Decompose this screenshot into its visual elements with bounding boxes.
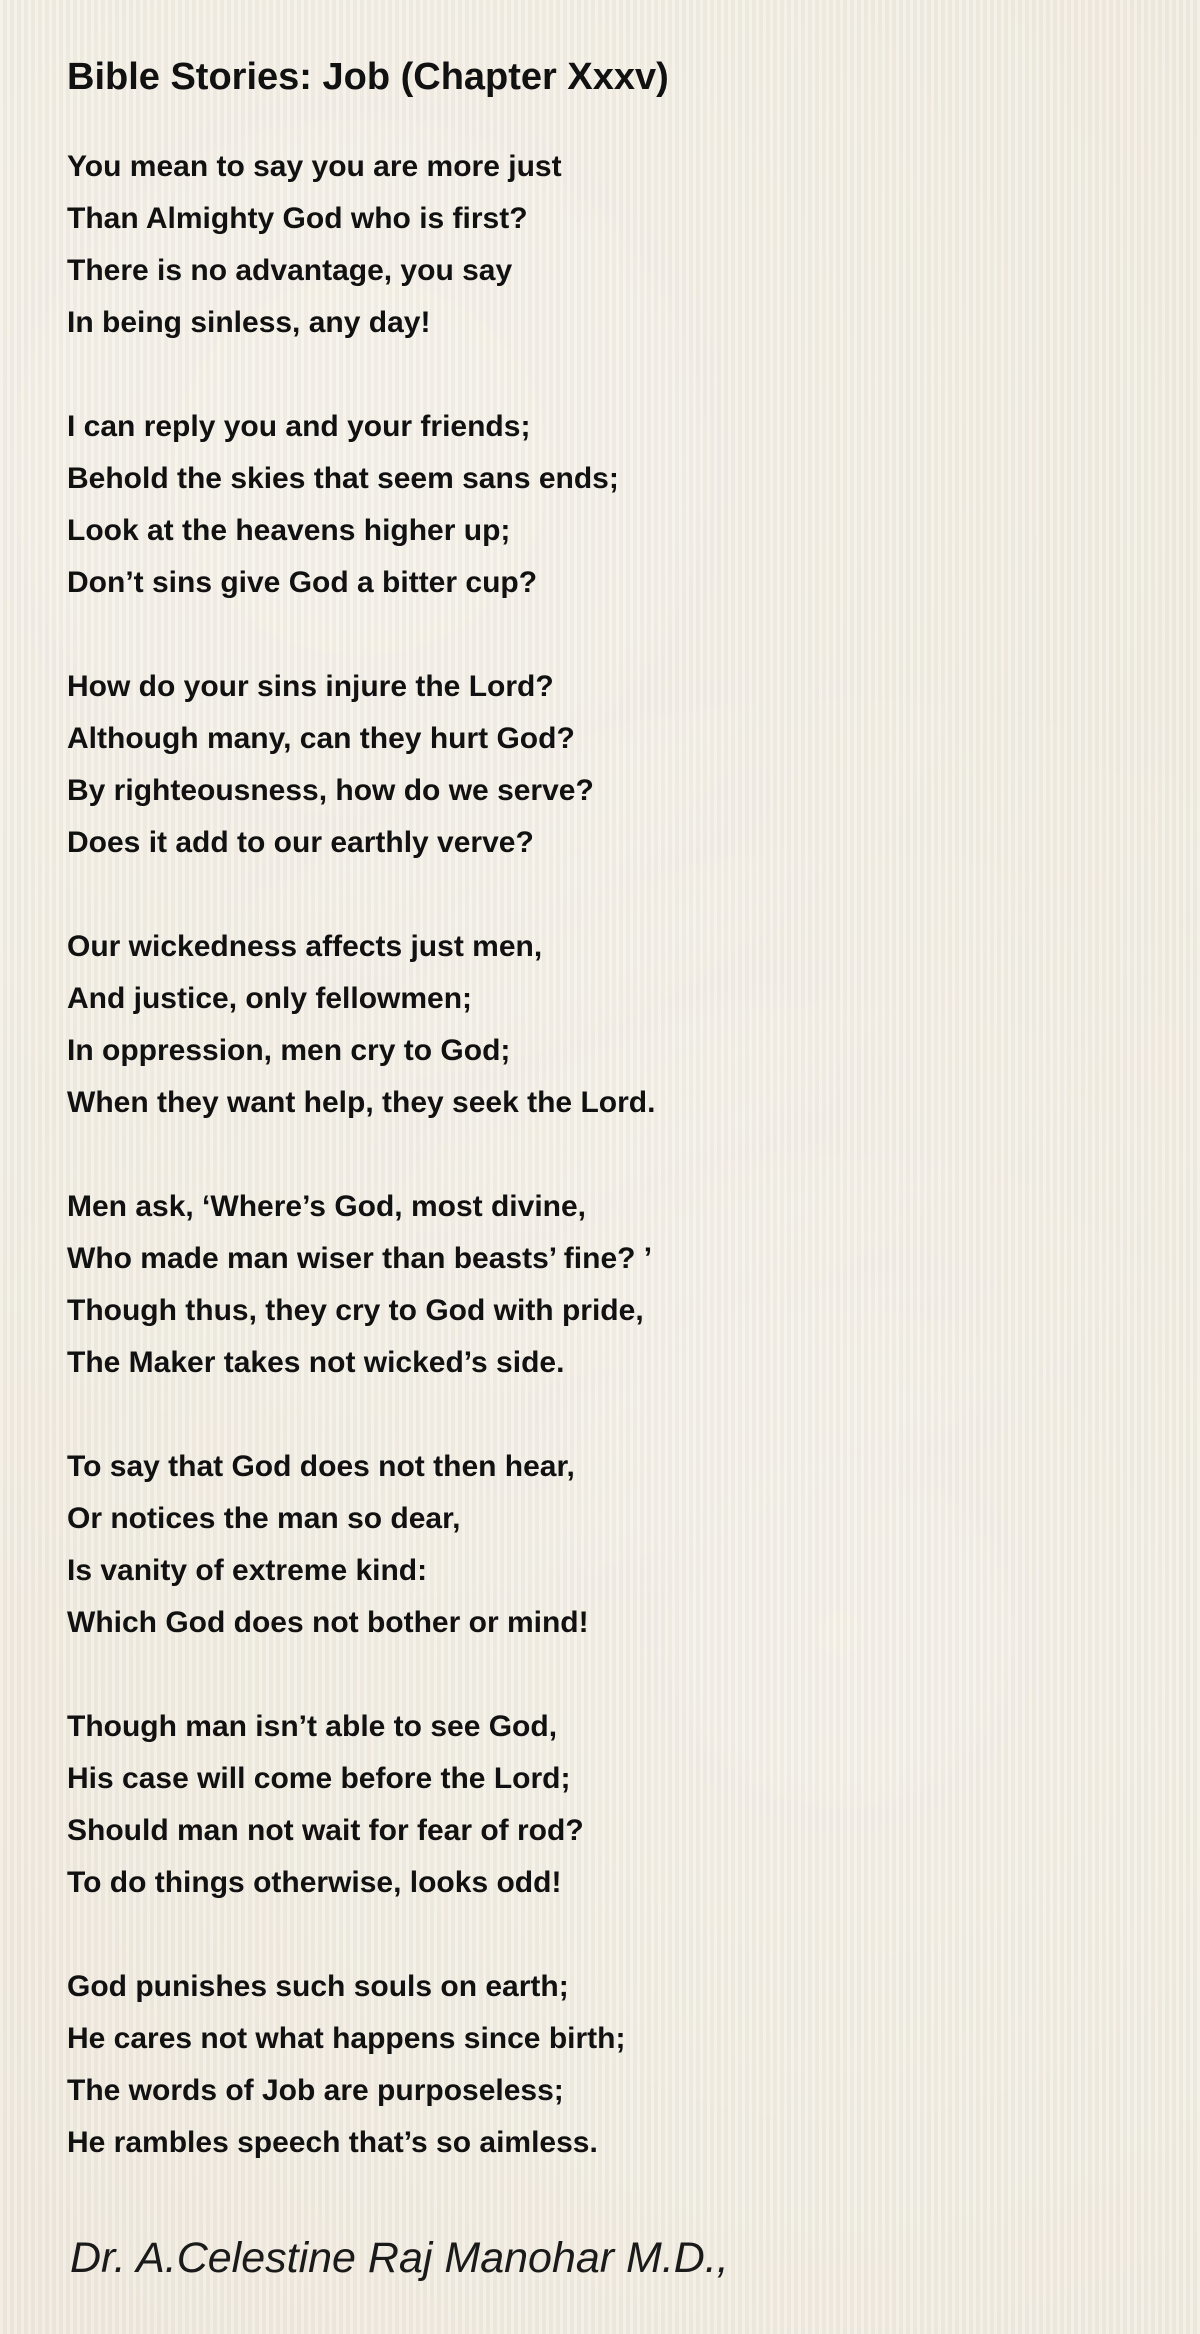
poem-line: In being sinless, any day!	[67, 306, 431, 339]
stanza	[67, 1701, 1133, 1909]
poem-line: I can reply you and your friends;	[67, 410, 531, 443]
poem-line: God punishes such souls on earth;	[67, 1970, 569, 2003]
poem-line: You mean to say you are more just	[67, 150, 562, 183]
poem-line: He rambles speech that’s so aimless.	[67, 2126, 598, 2159]
poem-line: How do your sins injure the Lord?	[67, 670, 554, 703]
poem-line: The words of Job are purposeless;	[67, 2074, 564, 2107]
poem-line: Than Almighty God who is first?	[67, 202, 528, 235]
stanza	[67, 1961, 1133, 2169]
poem-line: Don’t sins give God a bitter cup?	[67, 566, 538, 599]
poem-line: Men ask, ‘Where’s God, most divine,	[67, 1190, 587, 1223]
poem-line: When they want help, they seek the Lord.	[67, 1086, 656, 1119]
stanza	[67, 141, 1133, 349]
poem-line: Is vanity of extreme kind:	[67, 1554, 428, 1587]
poem-line: To say that God does not then hear,	[67, 1450, 575, 1483]
author-signature: Dr. A.Celestine Raj Manohar M.D.,	[70, 2234, 729, 2282]
poem-line: Who made man wiser than beasts’ fine? ’	[67, 1242, 653, 1275]
poem-line: By righteousness, how do we serve?	[67, 774, 594, 807]
stanza	[67, 401, 1133, 609]
poem-line: Our wickedness affects just men,	[67, 930, 543, 963]
stanza	[67, 1441, 1133, 1649]
poem-line: Look at the heavens higher up;	[67, 514, 511, 547]
poem-title: Bible Stories: Job (Chapter Xxxv)	[67, 56, 669, 98]
poem-line: The Maker takes not wicked’s side.	[67, 1346, 565, 1379]
poem-line: Behold the skies that seem sans ends;	[67, 462, 619, 495]
poem-line: Should man not wait for fear of rod?	[67, 1814, 584, 1847]
poem-line: And justice, only fellowmen;	[67, 982, 473, 1015]
poem-line: His case will come before the Lord;	[67, 1762, 571, 1795]
poem-line: He cares not what happens since birth;	[67, 2022, 626, 2055]
poem-line: Though man isn’t able to see God,	[67, 1710, 558, 1743]
poem-line: There is no advantage, you say	[67, 254, 513, 287]
poem-line: To do things otherwise, looks odd!	[67, 1866, 562, 1899]
poem-line: Does it add to our earthly verve?	[67, 826, 534, 859]
stanza	[67, 1181, 1133, 1389]
stanza	[67, 661, 1133, 869]
poem-line: Or notices the man so dear,	[67, 1502, 461, 1535]
poem-line: Which God does not bother or mind!	[67, 1606, 589, 1639]
poem-line: Though thus, they cry to God with pride,	[67, 1294, 644, 1327]
poem-line: In oppression, men cry to God;	[67, 1034, 511, 1067]
poem-line: Although many, can they hurt God?	[67, 722, 575, 755]
stanza	[67, 921, 1133, 1129]
